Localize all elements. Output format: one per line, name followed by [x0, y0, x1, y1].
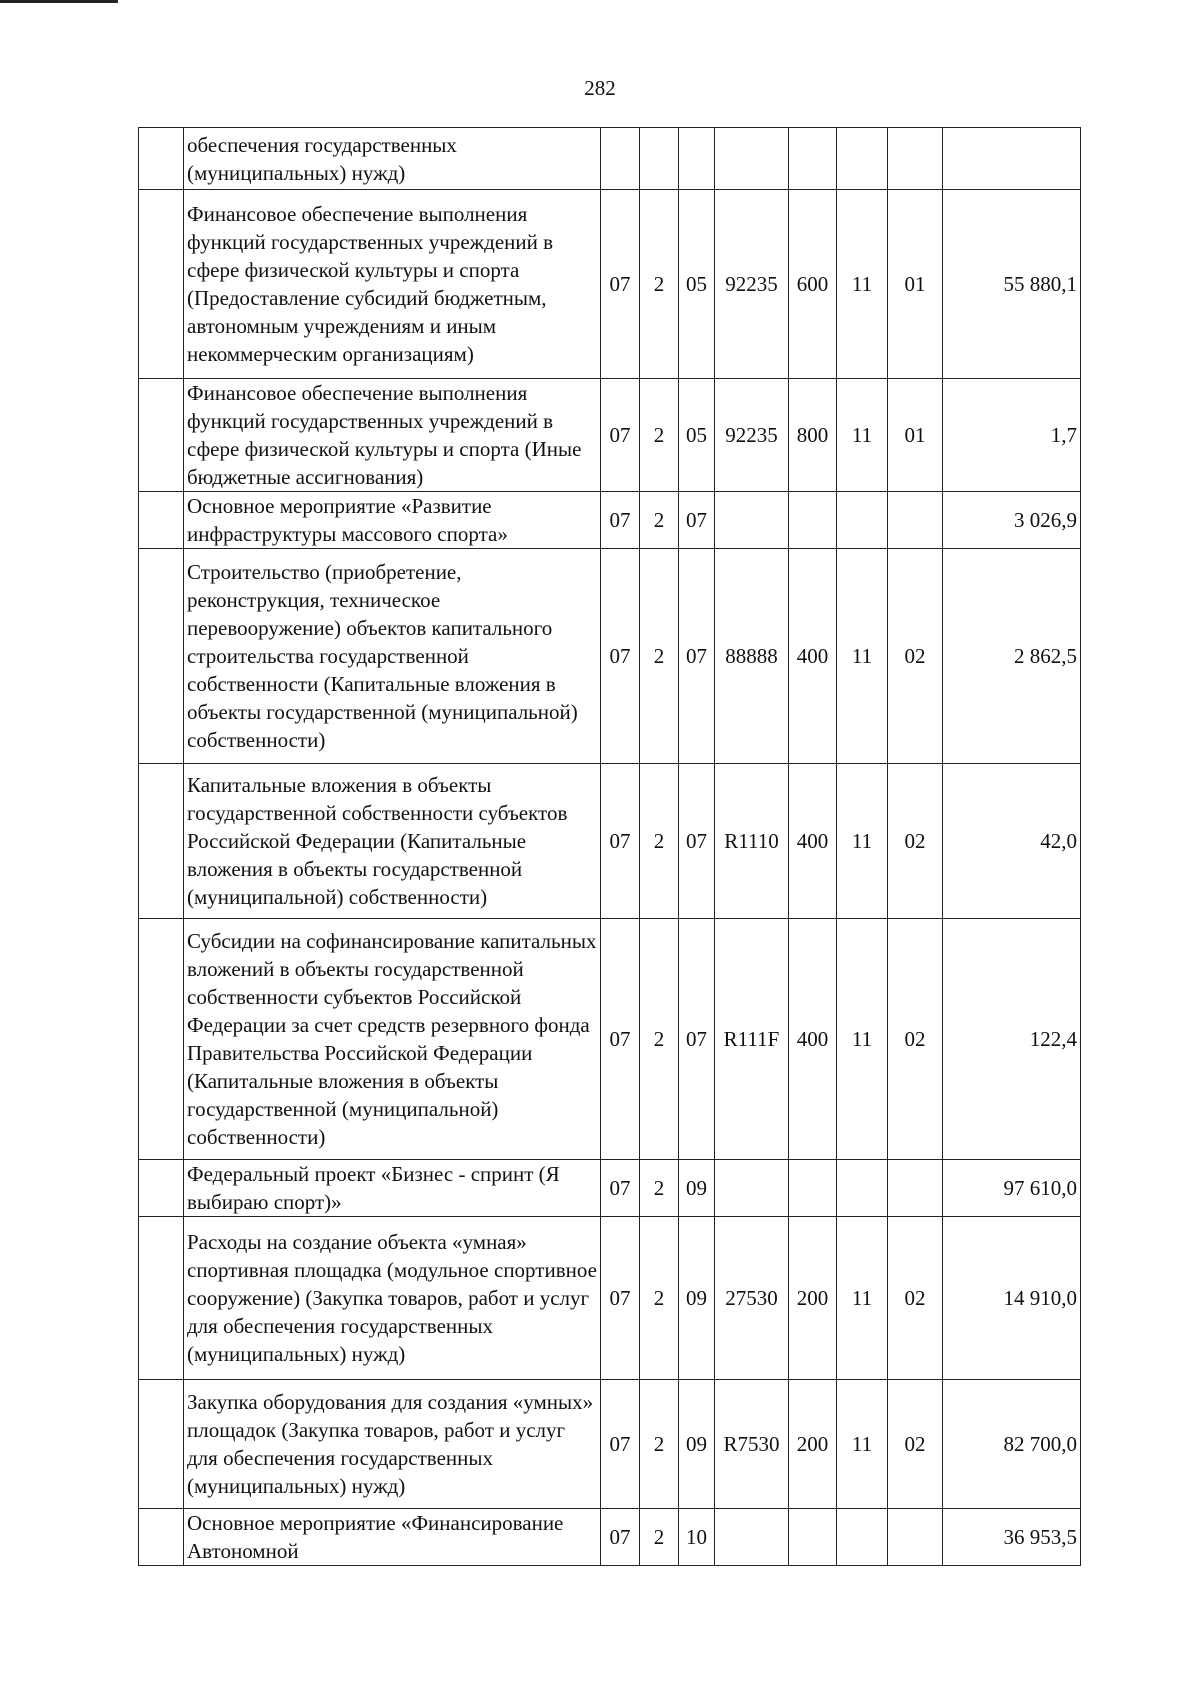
code-cell: 09: [679, 1380, 715, 1509]
code-cell: [715, 128, 789, 190]
amount-cell: [943, 128, 1081, 190]
item-name: Капитальные вложения в объекты государственной собственности субъектов Российской Федерации (Капитальные вложения в объекты государственной (муниципальной) собственности): [184, 764, 601, 919]
row-number-cell: [139, 1509, 184, 1566]
code-cell: [837, 1160, 888, 1217]
table-row: [139, 190, 1081, 379]
code-cell: 05: [679, 379, 715, 492]
code-cell: [837, 1509, 888, 1566]
code-cell: 2: [640, 1380, 679, 1509]
code-cell: [837, 492, 888, 549]
top-left-rule: [0, 0, 118, 3]
table-row: [139, 492, 1081, 549]
code-cell: 09: [679, 1217, 715, 1380]
item-name: Субсидии на софинансирование капитальных вложений в объекты государственной собственности субъектов Российской Федерации за счет средств резервного фонда Правительства Российской Федерации (Капитальные вложения в объекты государственной (муниципальной) собственности): [184, 919, 601, 1160]
code-cell: 02: [888, 764, 943, 919]
row-number-cell: [139, 1217, 184, 1380]
table-row: [139, 1160, 1081, 1217]
code-cell: 92235: [715, 379, 789, 492]
code-cell: 92235: [715, 190, 789, 379]
code-cell: 2: [640, 1217, 679, 1380]
amount-cell: 2 862,5: [943, 549, 1081, 764]
code-cell: 07: [601, 379, 640, 492]
amount-cell: 82 700,0: [943, 1380, 1081, 1509]
code-cell: 11: [837, 1380, 888, 1509]
item-name: Финансовое обеспечение выполнения функций государственных учреждений в сфере физической культуры и спорта (Иные бюджетные ассигнования): [184, 379, 601, 492]
code-cell: 2: [640, 492, 679, 549]
code-cell: 10: [679, 1509, 715, 1566]
code-cell: 400: [789, 764, 837, 919]
code-cell: 600: [789, 190, 837, 379]
code-cell: 27530: [715, 1217, 789, 1380]
code-cell: 07: [601, 1217, 640, 1380]
code-cell: 2: [640, 190, 679, 379]
amount-cell: 55 880,1: [943, 190, 1081, 379]
code-cell: 02: [888, 1380, 943, 1509]
table-row: [139, 1217, 1081, 1380]
code-cell: 400: [789, 919, 837, 1160]
row-number-cell: [139, 1160, 184, 1217]
code-cell: 05: [679, 190, 715, 379]
code-cell: 11: [837, 919, 888, 1160]
amount-cell: 3 026,9: [943, 492, 1081, 549]
code-cell: 11: [837, 549, 888, 764]
code-cell: 2: [640, 549, 679, 764]
code-cell: [679, 128, 715, 190]
row-number-cell: [139, 379, 184, 492]
table-row: [139, 128, 1081, 190]
item-name: Финансовое обеспечение выполнения функций государственных учреждений в сфере физической культуры и спорта (Предоставление субсидий бюджетным, автономным учреждениям и иным некоммерческим организациям): [184, 190, 601, 379]
page-number: 282: [584, 76, 616, 100]
row-number-cell: [139, 919, 184, 1160]
amount-cell: 122,4: [943, 919, 1081, 1160]
table-row: [139, 919, 1081, 1160]
amount-cell: 42,0: [943, 764, 1081, 919]
code-cell: 11: [837, 379, 888, 492]
item-name: Строительство (приобретение, реконструкция, техническое перевооружение) объектов капитального строительства государственной собственности (Капитальные вложения в объекты государственной (муниципальной) собственности): [184, 549, 601, 764]
code-cell: [888, 1160, 943, 1217]
code-cell: 07: [679, 764, 715, 919]
code-cell: [715, 492, 789, 549]
code-cell: [789, 492, 837, 549]
code-cell: 07: [601, 764, 640, 919]
code-cell: 02: [888, 549, 943, 764]
table-row: [139, 1509, 1081, 1566]
item-name: Основное мероприятие «Развитие инфраструктуры массового спорта»: [184, 492, 601, 549]
code-cell: [789, 128, 837, 190]
code-cell: R1110: [715, 764, 789, 919]
code-cell: 2: [640, 379, 679, 492]
item-name: Федеральный проект «Бизнес - спринт (Я выбираю спорт)»: [184, 1160, 601, 1217]
table-row: [139, 1380, 1081, 1509]
code-cell: 800: [789, 379, 837, 492]
item-name: Расходы на создание объекта «умная» спортивная площадка (модульное спортивное сооружение) (Закупка товаров, работ и услуг для обеспечения государственных (муниципальных) нужд): [184, 1217, 601, 1380]
table-row: [139, 549, 1081, 764]
row-number-cell: [139, 492, 184, 549]
item-name: обеспечения государственных (муниципальных) нужд): [184, 128, 601, 190]
code-cell: 07: [601, 1509, 640, 1566]
code-cell: 07: [679, 492, 715, 549]
table-row: [139, 379, 1081, 492]
amount-cell: 14 910,0: [943, 1217, 1081, 1380]
code-cell: [888, 128, 943, 190]
item-name: Основное мероприятие «Финансирование Автономной: [184, 1509, 601, 1566]
code-cell: 2: [640, 1160, 679, 1217]
row-number-cell: [139, 764, 184, 919]
code-cell: 88888: [715, 549, 789, 764]
row-number-cell: [139, 190, 184, 379]
code-cell: 02: [888, 1217, 943, 1380]
code-cell: 09: [679, 1160, 715, 1217]
code-cell: 07: [601, 492, 640, 549]
code-cell: R111F: [715, 919, 789, 1160]
code-cell: [837, 128, 888, 190]
code-cell: 01: [888, 379, 943, 492]
code-cell: 07: [601, 919, 640, 1160]
code-cell: 200: [789, 1217, 837, 1380]
code-cell: [888, 1509, 943, 1566]
code-cell: 01: [888, 190, 943, 379]
item-name: Закупка оборудования для создания «умных» площадок (Закупка товаров, работ и услуг для обеспечения государственных (муниципальных) нужд): [184, 1380, 601, 1509]
code-cell: 200: [789, 1380, 837, 1509]
row-number-cell: [139, 1380, 184, 1509]
row-number-cell: [139, 128, 184, 190]
code-cell: 11: [837, 764, 888, 919]
table-row: [139, 764, 1081, 919]
code-cell: 2: [640, 764, 679, 919]
code-cell: 07: [679, 549, 715, 764]
code-cell: 07: [601, 190, 640, 379]
code-cell: 2: [640, 919, 679, 1160]
code-cell: [715, 1160, 789, 1217]
code-cell: [601, 128, 640, 190]
code-cell: 400: [789, 549, 837, 764]
budget-table: [138, 127, 1081, 1566]
code-cell: 07: [601, 1160, 640, 1217]
amount-cell: 1,7: [943, 379, 1081, 492]
code-cell: 2: [640, 1509, 679, 1566]
code-cell: [715, 1509, 789, 1566]
row-number-cell: [139, 549, 184, 764]
code-cell: [789, 1509, 837, 1566]
code-cell: R7530: [715, 1380, 789, 1509]
code-cell: [888, 492, 943, 549]
code-cell: [640, 128, 679, 190]
code-cell: 02: [888, 919, 943, 1160]
code-cell: 11: [837, 1217, 888, 1380]
code-cell: 07: [679, 919, 715, 1160]
amount-cell: 36 953,5: [943, 1509, 1081, 1566]
code-cell: [789, 1160, 837, 1217]
code-cell: 11: [837, 190, 888, 379]
amount-cell: 97 610,0: [943, 1160, 1081, 1217]
code-cell: 07: [601, 549, 640, 764]
code-cell: 07: [601, 1380, 640, 1509]
